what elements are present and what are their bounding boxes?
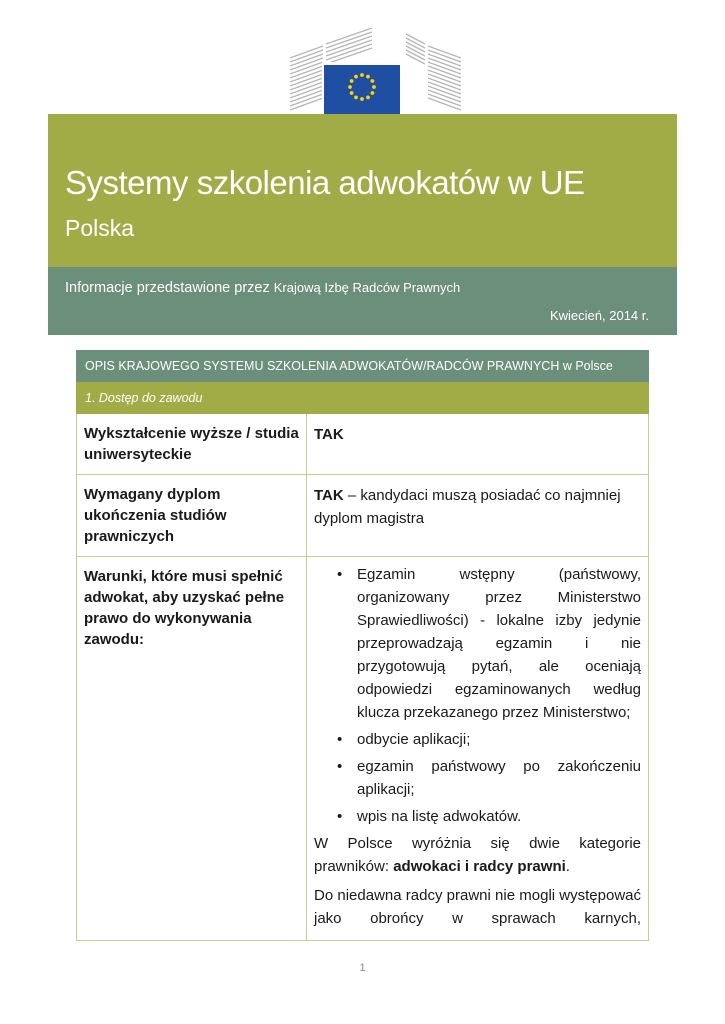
row-label: Wykształcenie wyższe / studia uniwersyteckie [77,414,307,475]
row-label: Warunki, które musi spełnić adwokat, aby uzyskać pełne prawo do wykonywania zawodu: [77,557,307,941]
row-value-bold: TAK [314,426,344,443]
requirements-list [314,563,641,828]
info-band [48,267,677,335]
section-title: 1. Dostęp do zawodu [77,382,649,414]
table-row [77,475,649,557]
title-band [48,114,677,267]
list-item: • egzamin państwowy po zakończeniu aplikacji; [357,755,641,801]
row-value-bold: TAK [314,487,344,504]
row-value [307,475,649,557]
table-row [77,557,649,941]
page-number: 1 [359,962,366,974]
table-row [77,414,649,475]
paragraph-categories [314,832,641,878]
row-value [307,414,649,475]
table-header-text: OPIS KRAJOWEGO SYSTEMU SZKOLENIA ADWOKATÓW/RADCÓW PRAWNYCH [85,359,560,373]
list-item: • odbycie aplikacji; [357,728,641,751]
document-title: Systemy szkolenia adwokatów w UE [65,164,585,201]
info-organization: Krajową Izbę Radców Prawnych [273,280,461,295]
paragraph-history: Do niedawna radcy prawni nie mogli występować jako obrońcy w sprawach karnych, [314,887,642,927]
document-date: Kwiecień, 2014 r. [549,308,649,323]
row-value [307,557,649,941]
table-header-row [77,351,649,382]
document-subtitle: Polska [65,215,135,241]
list-item: • Egzamin wstępny (państwowy, organizowany przez Ministerstwo Sprawiedliwości) - lokalne izby jedynie przeprowadzają egzamin i nie przygotowują pytań, ale oceniają odpowiedzi egzaminowanych według klucza przekazanego przez Ministerstwo; [357,563,641,724]
table-header-suffix: w Polsce [559,359,613,373]
table-header-cell [77,351,649,382]
info-prefix: Informacje przedstawione przez [65,280,274,296]
info-line [65,279,460,297]
training-system-table [76,350,649,941]
row-value-text: – kandydaci muszą posiadać co najmniej dyplom magistra [314,487,621,527]
section-row [77,382,649,414]
paragraph-text: W Polsce wyróżnia się dwie kategorie prawników: [314,835,642,875]
paragraph-bold: adwokaci i radcy prawni [393,858,566,875]
list-item: • wpis na listę adwokatów. [357,805,641,828]
paragraph-end: . [565,858,570,875]
row-label: Wymagany dyplom ukończenia studiów prawniczych [77,475,307,557]
